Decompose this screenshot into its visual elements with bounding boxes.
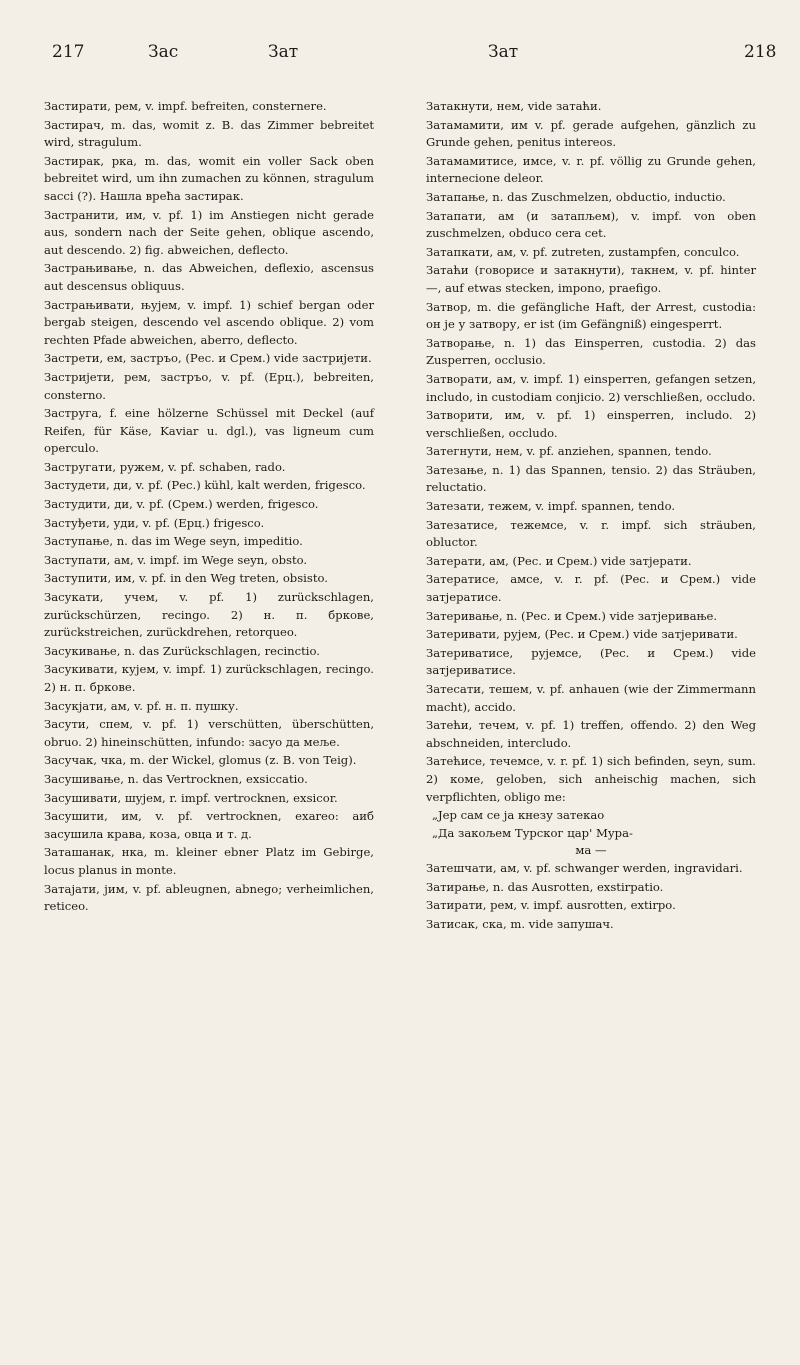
dictionary-entry: Засукјати, ам, v. pf. н. п. пушку.: [44, 698, 239, 713]
dictionary-entry: Засукати, учем, v. pf. 1) zurückschlagen, zurückschürzen, recingo. 2) н. п. бркове, zurückstreichen, zurückdrehen, retorqueo.: [44, 590, 374, 640]
dictionary-entry: Застрањивање, n. das Abweichen, deflexio, ascensus aut descensus obliquus.: [44, 261, 374, 293]
dictionary-entry: Затећисе, течемсе, v. r. pf. 1) sich befinden, seyn, sum. 2) коме, geloben, sich anheischig machen, sich verpflichten, obligo me:: [426, 754, 756, 804]
dictionary-entry: Затератисе, амсе, v. r. pf. (Рес. и Срем.) vide затјератисе.: [426, 572, 756, 605]
dictionary-entry: Заступати, ам, v. impf. im Wege seyn, obsto.: [44, 552, 308, 567]
dictionary-entry: Заступити, им, v. pf. in den Weg treten, obsisto.: [44, 571, 328, 586]
dictionary-entry: Затаћи (говорисе и затакнути), такнем, v. pf. hinter —, auf etwas stecken, impono, praefigo.: [426, 263, 756, 295]
left-guide-word-first: Зас: [148, 42, 179, 62]
page-header: [0, 42, 800, 82]
left-page-number: 217: [52, 42, 85, 62]
dictionary-entry: Засушивање, n. das Vertrocknen, exsiccatio.: [44, 771, 308, 786]
dictionary-entry: Затезање, n. 1) das Spannen, tensio. 2) das Sträuben, reluctatio.: [426, 462, 756, 495]
dictionary-entry: Затамамитисе, имсе, v. r. pf. völlig zu Grunde gehen, internecione deleor.: [426, 153, 756, 186]
dictionary-entry: Затесати, тешем, v. pf. anhauen (wie der Zimmermann macht), accido.: [426, 682, 756, 714]
dictionary-entry: Застирати, рем, v. impf. befreiten, consternere.: [44, 99, 327, 113]
right-page-number: 218: [744, 42, 777, 62]
dictionary-entry: Затапање, n. das Zuschmelzen, obductio, inductio.: [426, 189, 726, 204]
dictionary-entry: Заступање, n. das im Wege seyn, impeditio.: [44, 534, 303, 549]
left-guide-word-second: Зат: [268, 42, 299, 62]
dictionary-entry: Застрањивати, њујем, v. impf. 1) schief bergan oder bergab steigen, descendo vel ascendo oblique. 2) vom rechten Pfade abweichen, aberro, deflecto.: [44, 297, 374, 347]
dictionary-entry: Застругати, ружем, v. pf. schaben, rado.: [44, 459, 286, 474]
dictionary-entry: Затвор, m. die gefängliche Haft, der Arrest, custodia: он је у затвору, er ist (im Gefängniß) eingesperrt.: [426, 299, 756, 332]
dictionary-entry: Застријети, рем, застръо, v. pf. (Ерц.), bebreiten, consterno.: [44, 369, 374, 402]
dictionary-entry: Засукивање, n. das Zurückschlagen, recinctio.: [44, 643, 320, 658]
dictionary-entry: Засукивати, кујем, v. impf. 1) zurückschlagen, recingo. 2) н. п. бркове.: [44, 662, 374, 694]
dictionary-entry: Затећи, течем, v. pf. 1) treffen, offendo. 2) den Weg abschneiden, intercludo.: [426, 718, 756, 750]
dictionary-entry: Застирач, m. das, womit z. B. das Zimmer bebreitet wird, stragulum.: [44, 117, 374, 150]
right-guide-word: Зат: [488, 42, 519, 62]
dictionary-entry: Затапати, ам (и затапљем), v. impf. von oben zuschmelzen, obduco cera cet.: [426, 208, 756, 241]
dictionary-entry: Засучак, чка, m. der Wickel, glomus (z. B. von Teig).: [44, 753, 357, 768]
dictionary-entry: Затворати, ам, v. impf. 1) einsperren, gefangen setzen, includo, in custodiam conjicio. 2) verschließen, occludo.: [426, 371, 756, 404]
dictionary-entry: Затворање, n. 1) das Einsperren, custodia. 2) das Zusperren, occlusio.: [426, 335, 756, 368]
dictionary-entry: Затерати, ам, (Рес. и Срем.) vide затјерати.: [426, 553, 692, 568]
dictionary-entry: Затегнути, нем, v. pf. anziehen, spannen, tendo.: [426, 444, 712, 459]
poem-quote-line: „Јер сам се ја кнезу затекао: [432, 808, 605, 823]
dictionary-entry: Застранити, им, v. pf. 1) im Anstiegen nicht gerade aus, sondern nach der Seite gehen, oblique ascendo, aut descendo. 2) fig. abweichen, deflecto.: [44, 207, 374, 257]
dictionary-entry: Застудити, ди, v. pf. (Срем.) werden, frigesco.: [44, 497, 319, 512]
dictionary-entry: Затезати, тежем, v. impf. spannen, tendo.: [426, 499, 676, 514]
right-column: [426, 98, 756, 934]
dictionary-entry: Затеривати, рујем, (Рес. и Срем.) vide затјеривати.: [426, 627, 738, 642]
dictionary-entry: Затакнути, нем, vide затаћи.: [426, 99, 602, 113]
dictionary-entry: Затирати, рем, v. impf. ausrotten, extirpo.: [426, 898, 676, 913]
dictionary-entry: Затамамити, им v. pf. gerade aufgehen, gänzlich zu Grunde gehen, penitus intereos.: [426, 117, 756, 150]
dictionary-entry: Затирање, n. das Ausrotten, exstirpatio.: [426, 879, 664, 894]
dictionary-entry: Затешчати, ам, v. pf. schwanger werden, ingravidari.: [426, 860, 743, 875]
dictionary-entry: Застрети, ем, застръо, (Рес. и Срем.) vide застријети.: [44, 351, 372, 366]
dictionary-entry: Засушивати, шујем, r. impf. vertrocknen, exsicor.: [44, 790, 338, 805]
dictionary-entry: Засушити, им, v. pf. vertrocknen, exareo: аиб засушила крава, коза, овца и т. д.: [44, 809, 374, 841]
dictionary-entry: Затапкати, ам, v. pf. zutreten, zustampfen, conculco.: [426, 244, 740, 259]
left-column: [44, 98, 374, 917]
dictionary-entry: Застирак, рка, m. das, womit ein voller Sack oben bebreitet wird, um ihn zumachen zu können, stragulum sacci (?). Нашла вреħа застирак.: [44, 153, 374, 203]
dictionary-entry: Застудети, ди, v. pf. (Рес.) kühl, kalt werden, frigesco.: [44, 478, 366, 493]
dictionary-entry: Заструга, f. eine hölzerne Schüssel mit Deckel (auf Reifen, für Käse, Kaviar u. dgl.), vas ligneum cum operculo.: [44, 406, 374, 456]
dictionary-entry: Затеривање, n. (Рес. и Срем.) vide затјеривање.: [426, 608, 718, 623]
dictionary-entry: Затајати, јим, v. pf. ableugnen, abnego; verheimlichen, reticeo.: [44, 881, 374, 914]
dictionary-entry: Затворити, им, v. pf. 1) einsperren, includo. 2) verschließen, occludo.: [426, 408, 756, 440]
dictionary-entry: Затериватисе, рујемсе, (Рес. и Срем.) vide затјериватисе.: [426, 645, 756, 678]
poem-quote-line: „Да закољем Турског цар' Мура-: [432, 825, 633, 840]
poem-quote-line: ма —: [575, 843, 607, 858]
dictionary-entry: Застуђети, уди, v. pf. (Ерц.) frigesco.: [44, 515, 265, 530]
dictionary-entry: Затезатисе, тежемсе, v. r. impf. sich sträuben, obluctor.: [426, 517, 756, 550]
dictionary-entry: Затисак, ска, m. vide запушач.: [426, 916, 614, 931]
dictionary-entry: Засути, спем, v. pf. 1) verschütten, überschütten, obruo. 2) hineinschütten, infundo: засуо да меље.: [44, 717, 374, 749]
dictionary-entry: Заташанак, нка, m. kleiner ebner Platz im Gebirge, locus planus in monte.: [44, 845, 374, 877]
